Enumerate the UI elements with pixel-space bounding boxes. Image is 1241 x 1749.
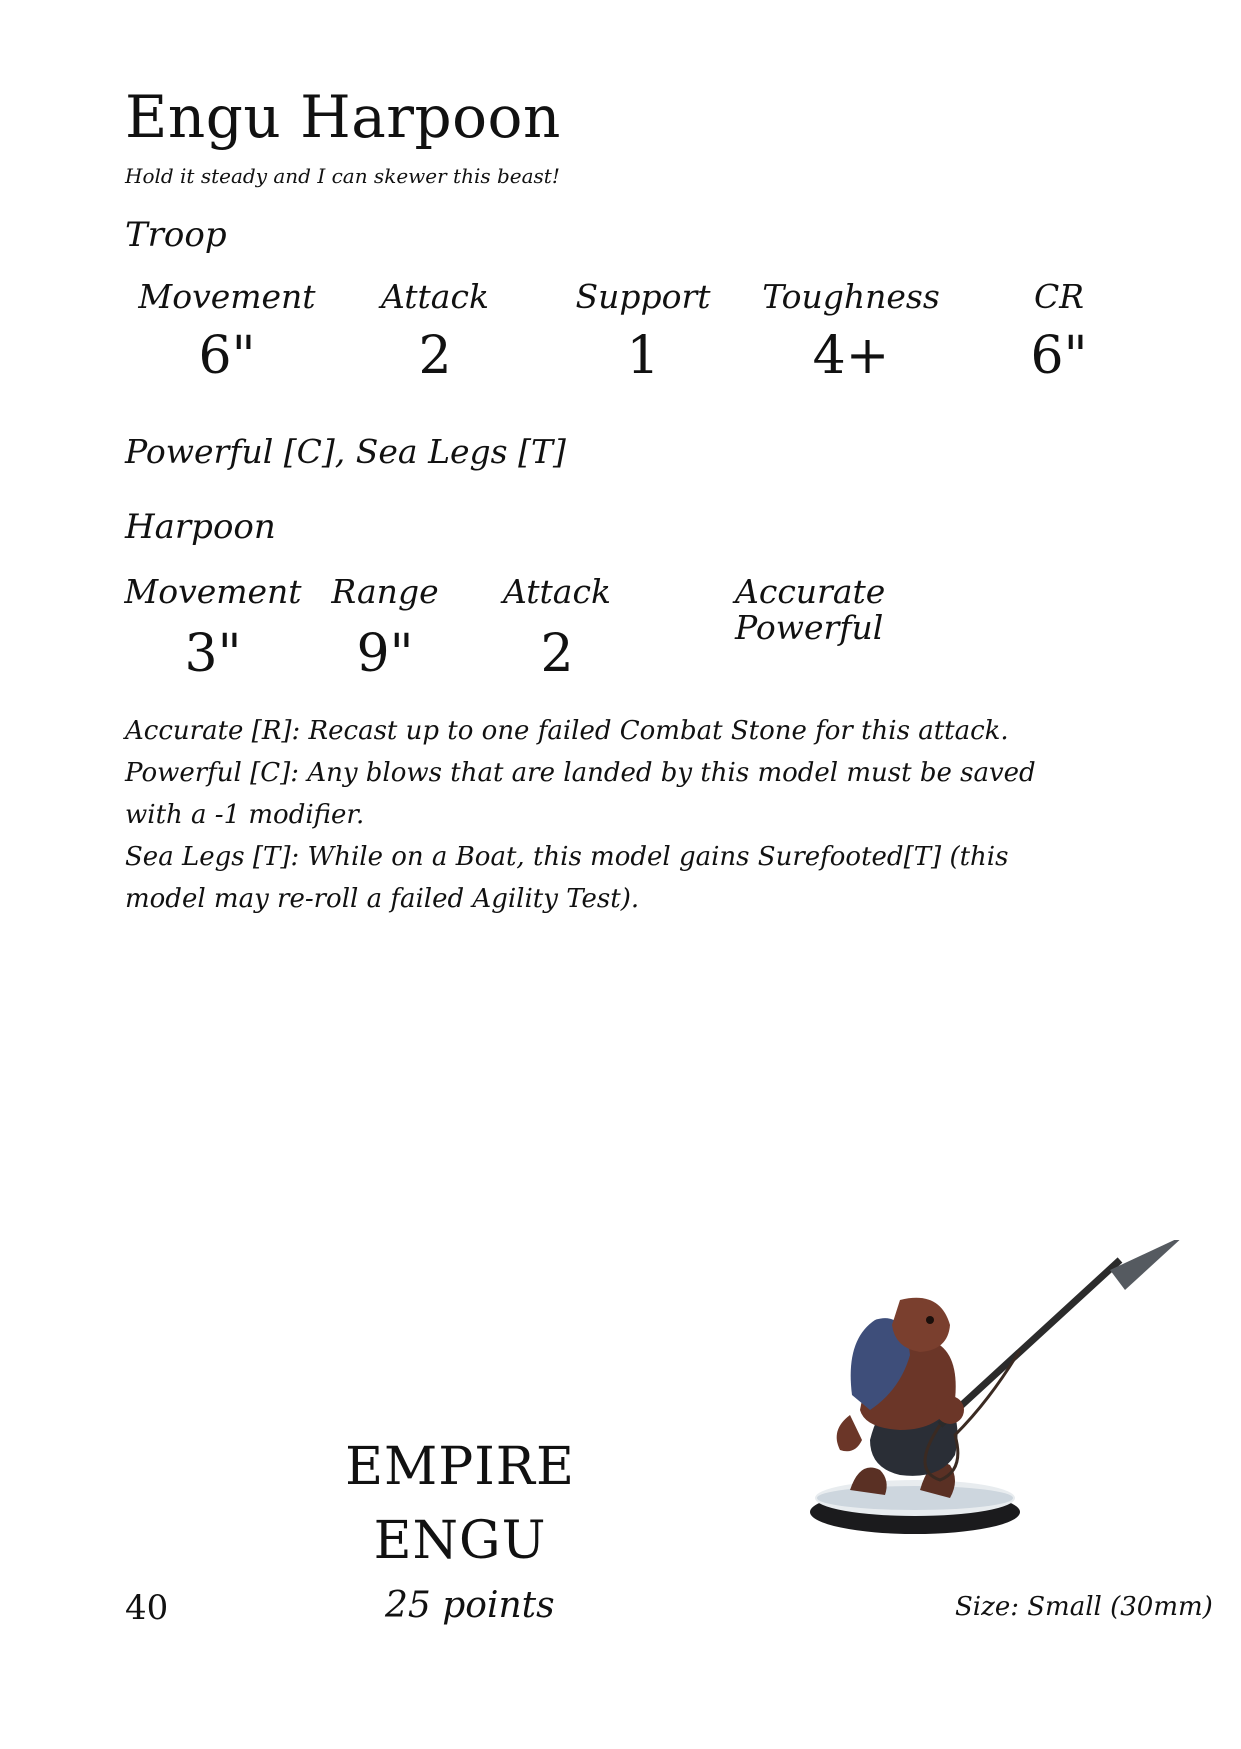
weapon-stat-value-movement: 3" xyxy=(184,624,242,684)
troop-stat-value-attack: 2 xyxy=(418,326,452,386)
unit-flavor-text: Hold it steady and I can skewer this beast! xyxy=(125,164,560,188)
troop-stat-value-support: 1 xyxy=(626,326,660,386)
weapon-stat-value-attack: 2 xyxy=(540,624,574,684)
weapon-trait-accurate: Accurate xyxy=(735,572,886,611)
troop-stat-label-attack: Attack xyxy=(381,277,489,316)
model-size: Size: Small (30mm) xyxy=(955,1592,1213,1622)
weapon-stat-label-attack: Attack xyxy=(503,572,611,611)
troop-stat-value-cr: 6" xyxy=(1030,326,1088,386)
troop-stat-value-toughness: 4+ xyxy=(812,326,890,386)
weapon-stat-label-movement: Movement xyxy=(124,572,302,611)
faction-line-2: ENGU xyxy=(373,1511,547,1571)
miniature-photo xyxy=(790,1240,1190,1540)
weapon-stat-value-range: 9" xyxy=(356,624,414,684)
weapon-section-label: Harpoon xyxy=(125,507,276,547)
troop-stat-label-cr: CR xyxy=(1033,277,1085,316)
troop-special-rules: Powerful [C], Sea Legs [T] xyxy=(125,432,566,471)
page-number: 40 xyxy=(125,1588,169,1628)
troop-stat-label-toughness: Toughness xyxy=(762,277,940,316)
troop-stat-label-movement: Movement xyxy=(138,277,316,316)
troop-stat-value-movement: 6" xyxy=(198,326,256,386)
faction-name xyxy=(330,1430,590,1578)
rule-powerful: Powerful [C]: Any blows that are landed by this model must be saved with a -1 modifier. xyxy=(125,758,1036,830)
rules-description xyxy=(125,710,1045,920)
unit-title: Engu Harpoon xyxy=(125,83,561,151)
weapon-stat-label-range: Range xyxy=(331,572,439,611)
rule-accurate: Accurate [R]: Recast up to one failed Combat Stone for this attack. xyxy=(125,716,1009,746)
points-cost: 25 points xyxy=(385,1585,555,1626)
troop-stat-label-support: Support xyxy=(575,277,711,316)
faction-line-1: EMPIRE xyxy=(345,1437,575,1497)
weapon-trait-powerful: Powerful xyxy=(735,608,884,647)
weapon-traits xyxy=(735,574,885,646)
rule-sea-legs: Sea Legs [T]: While on a Boat, this model gains Surefooted[T] (this model may re-roll a failed Agility Test). xyxy=(125,842,1009,914)
troop-section-label: Troop xyxy=(125,215,227,255)
